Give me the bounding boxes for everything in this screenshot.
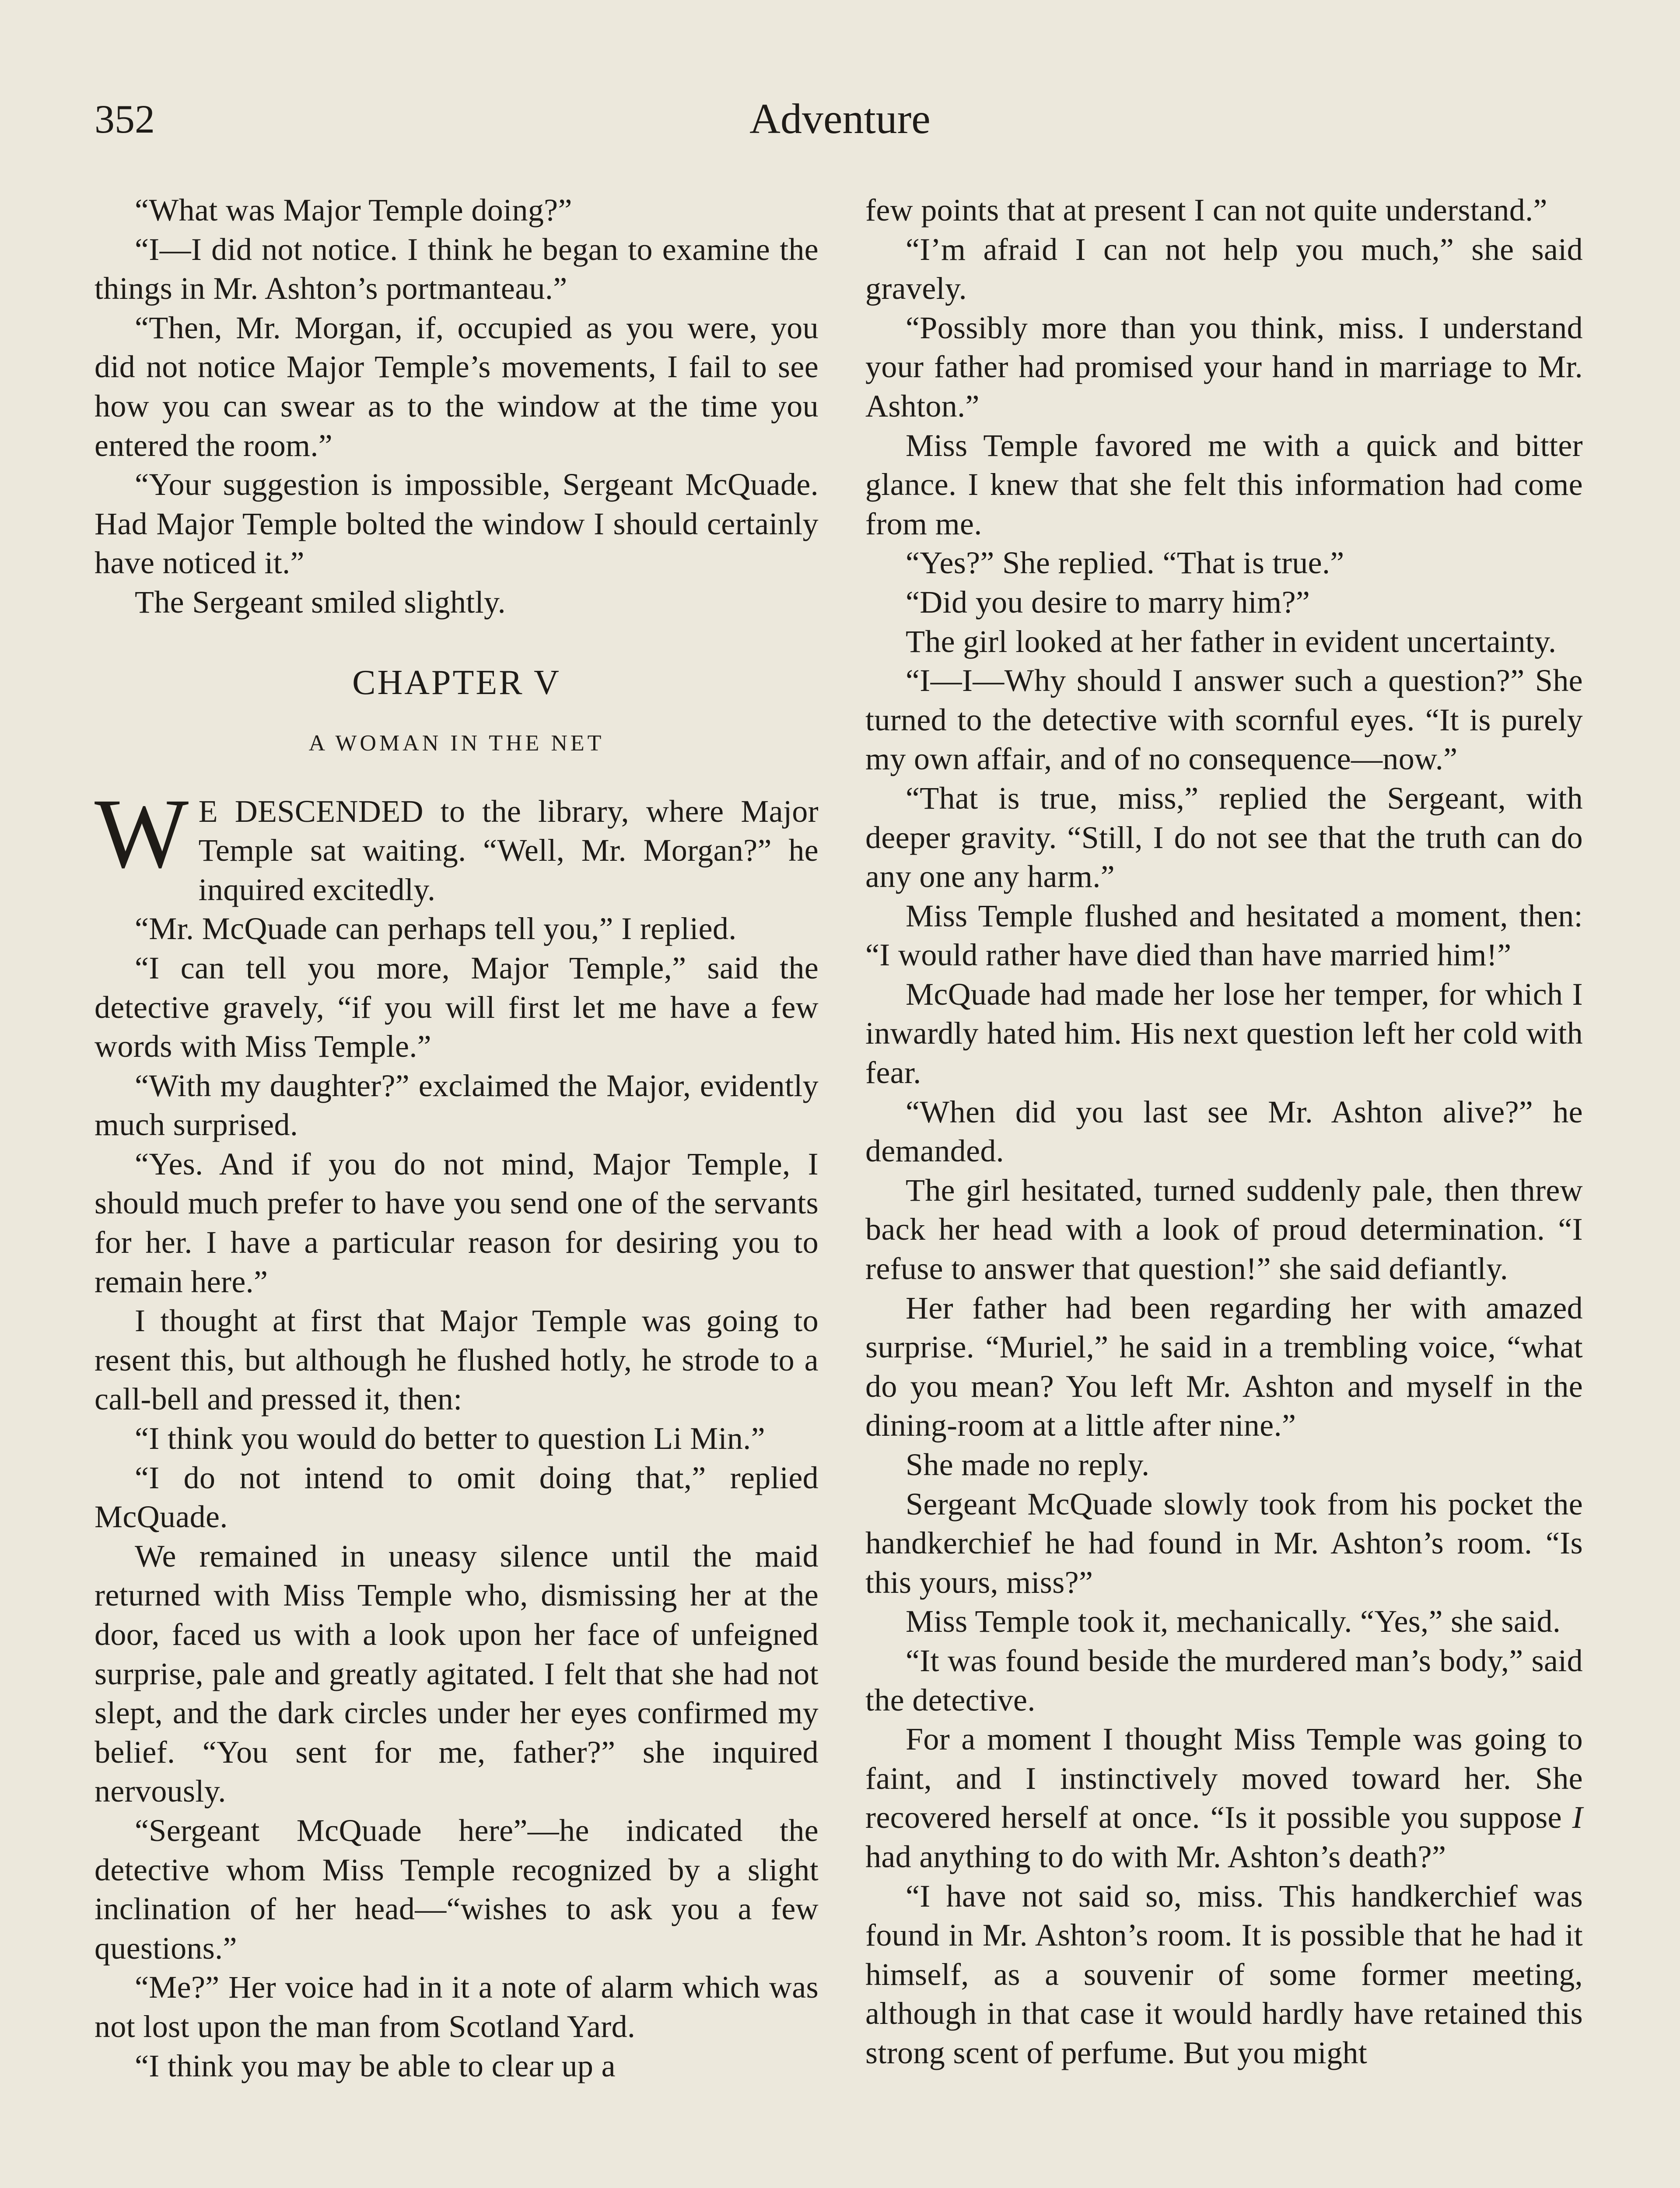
chapter-subtitle: A WOMAN IN THE NET (308, 730, 605, 756)
paragraph: “Yes?” She replied. “That is true.” (906, 545, 1344, 581)
paragraph: The girl looked at her father in evident uncertainty. (906, 624, 1557, 659)
opening-paragraph (94, 778, 819, 910)
paragraph (865, 1720, 1583, 1876)
paragraph: “Then, Mr. Morgan, if, occupied as you were, you did not notice Major Temple’s movements, I fail to see how you can swear as to the window at the time you entered the room.” (94, 310, 819, 463)
paragraph: “I think you would do better to question Li Min.” (135, 1421, 765, 1456)
paragraph: “Sergeant McQuade here”—he indicated the detective whom Miss Temple recognized by a slight inclination of her head—“wishes to ask you a few questions.” (94, 1813, 819, 1966)
continued-paragraph: few points that at present I can not quite understand.” (865, 193, 1547, 228)
paragraph: “Yes. And if you do not mind, Major Temple, I should much prefer to have you send one of the servants for her. I have a particular reason for desiring you to remain here.” (94, 1146, 819, 1299)
paragraph: “It was found beside the murdered man’s body,” said the detective. (865, 1643, 1583, 1718)
paragraph: Miss Temple took it, mechanically. “Yes,” she said. (906, 1604, 1561, 1639)
left-column (94, 191, 819, 2086)
paragraph: “What was Major Temple doing?” (135, 193, 572, 228)
paragraph: She made no reply. (906, 1447, 1150, 1482)
paragraph: We remained in uneasy silence until the maid returned with Miss Temple who, dismissing her at the door, faced us with a look upon her face of unfeigned surprise, pale and greatly agitated. I felt that she had not slept, and the dark circles under her eyes confirmed my belief. “You sent for me, father?” she inquired nervously. (94, 1538, 819, 1809)
running-title: Adventure (749, 95, 931, 143)
drop-cap: W (94, 778, 189, 889)
paragraph: “Your suggestion is impossible, Sergeant McQuade. Had Major Temple bolted the window I should certainly have noticed it.” (94, 467, 819, 581)
paragraph: “Mr. McQuade can perhaps tell you,” I replied. (135, 911, 737, 947)
paragraph: Miss Temple flushed and hesitated a moment, then: “I would rather have died than have married him!” (865, 898, 1583, 973)
paragraph: “I’m afraid I can not help you much,” she said gravely. (865, 231, 1583, 306)
paragraph: “That is true, miss,” replied the Sergeant, with deeper gravity. “Still, I do not see that the truth can do any one any harm.” (865, 780, 1583, 894)
right-column (865, 191, 1583, 2073)
paragraph: “I do not intend to omit doing that,” replied McQuade. (94, 1460, 819, 1535)
paragraph: “I think you may be able to clear up a (135, 2048, 616, 2083)
opening-paragraph-text: E DESCENDED to the library, where Major Temple sat waiting. “Well, Mr. Morgan?” he inquired excitedly. (198, 793, 819, 907)
paragraph: “I can tell you more, Major Temple,” said the detective gravely, “if you will first let me have a few words with Miss Temple.” (94, 950, 819, 1064)
page-header (0, 93, 1680, 145)
paragraph: “I have not said so, miss. This handkerchief was found in Mr. Ashton’s room. It is possible that he had it himself, as a souvenir of some former meeting, although in that case it would hardly have retained this strong scent of perfume. But you might (865, 1878, 1583, 2070)
paragraph: “I—I—Why should I answer such a question?” She turned to the detective with scornful eyes. “It is purely my own affair, and of no consequence—now.” (865, 663, 1583, 777)
paragraph: I thought at first that Major Temple was going to resent this, but although he flushed hotly, he strode to a call-bell and pressed it, then: (94, 1303, 819, 1417)
paragraph: McQuade had made her lose her temper, for which I inwardly hated him. His next question left her cold with fear. (865, 976, 1583, 1090)
paragraph: The girl hesitated, turned suddenly pale, then threw back her head with a look of proud determination. “I refuse to answer that question!” she said defiantly. (865, 1172, 1583, 1287)
paragraph: “Me?” Her voice had in it a note of alarm which was not lost upon the man from Scotland Yard. (94, 1970, 819, 2044)
paragraph: Sergeant McQuade slowly took from his pocket the handkerchief he had found in Mr. Ashton’s room. “Is this yours, miss?” (865, 1486, 1583, 1600)
paragraph: “When did you last see Mr. Ashton alive?” he demanded. (865, 1094, 1583, 1169)
page-number: 352 (94, 97, 155, 141)
paragraph-text: had anything to do with Mr. Ashton’s death?” (865, 1839, 1446, 1874)
paragraph: Her father had been regarding her with amazed surprise. “Muriel,” he said in a trembling voice, “what do you mean? You left Mr. Ashton and myself in the dining-room at a little after nine.” (865, 1290, 1583, 1443)
paragraph: “I—I did not notice. I think he began to examine the things in Mr. Ashton’s portmanteau.” (94, 231, 819, 306)
chapter-heading: CHAPTER V (352, 663, 561, 702)
paragraph: “With my daughter?” exclaimed the Major, evidently much surprised. (94, 1068, 819, 1143)
paragraph: “Did you desire to marry him?” (906, 584, 1310, 620)
paragraph: Miss Temple favored me with a quick and bitter glance. I knew that she felt this information had come from me. (865, 428, 1583, 541)
italic-emphasis: I (1572, 1800, 1583, 1835)
paragraph-text: For a moment I thought Miss Temple was going to faint, and I instinctively moved toward her. She recovered herself at once. “Is it possible you suppose (865, 1722, 1583, 1835)
paragraph: The Sergeant smiled slightly. (135, 584, 506, 620)
paragraph: “Possibly more than you think, miss. I understand your father had promised your hand in marriage to Mr. Ashton.” (865, 310, 1583, 424)
